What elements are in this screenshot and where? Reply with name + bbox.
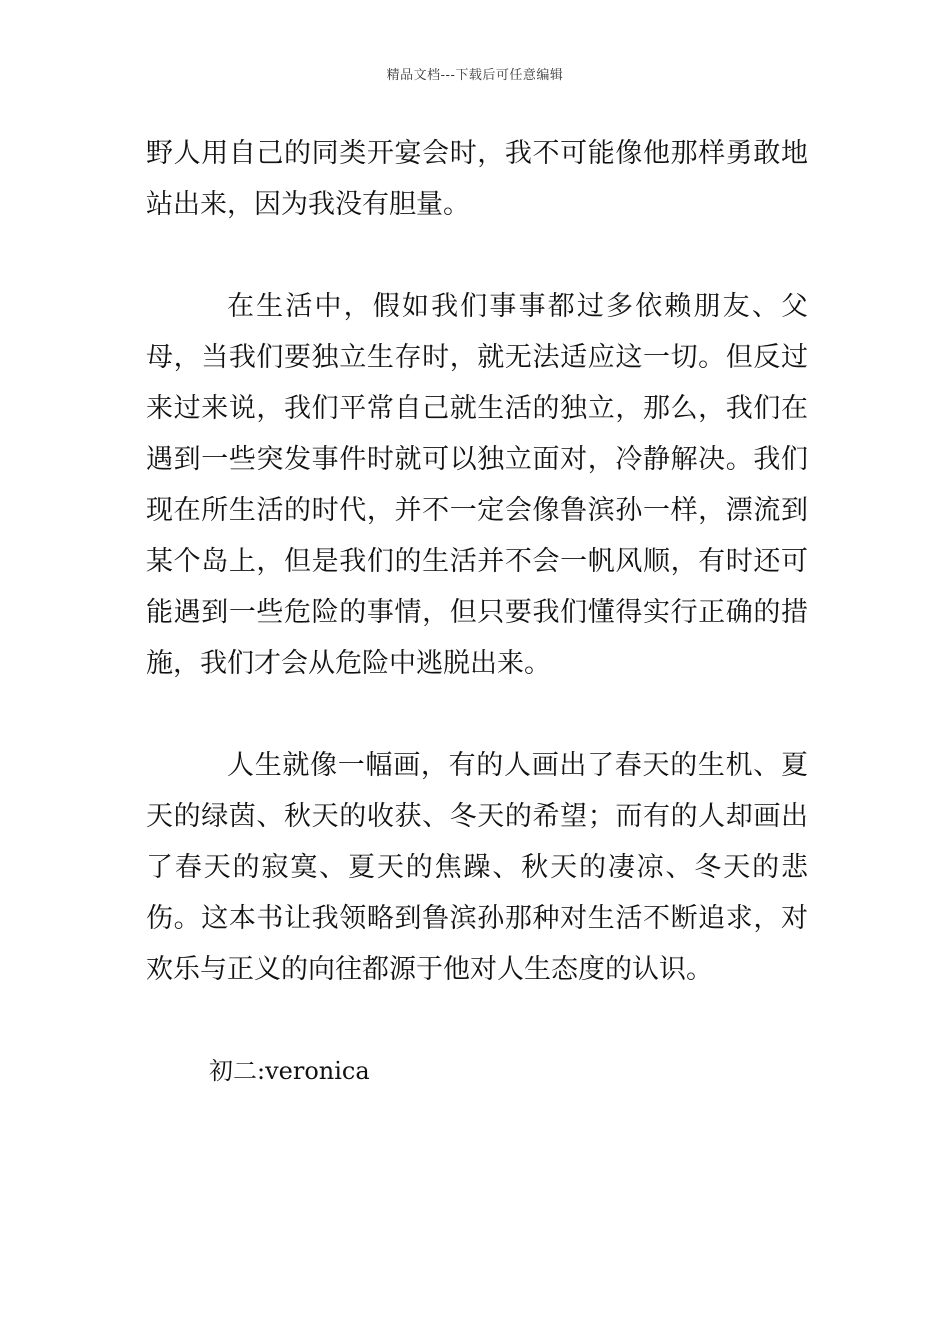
paragraph-3: 人生就像一幅画，有的人画出了春天的生机、夏天的绿茵、秋天的收获、冬天的希望；而有的人却画出了春天的寂寞、夏天的焦躁、秋天的凄凉、冬天的悲伤。这本书让我领略到鲁滨孙那种对生活不断追求，对欢乐与正义的向往都源于他对人生态度的认识。	[146, 750, 808, 985]
author-signature: 初二:veronica	[209, 1057, 370, 1085]
document-body	[146, 128, 808, 1097]
paragraph-gap	[146, 689, 808, 740]
paragraph-gap	[146, 230, 808, 281]
paragraph-gap	[146, 995, 808, 1046]
page-header: 精品文档---下载后可任意编辑	[386, 68, 564, 83]
paragraph-2: 在生活中，假如我们事事都过多依赖朋友、父母，当我们要独立生存时，就无法适应这一切。但反过来过来说，我们平常自己就生活的独立，那么，我们在遇到一些突发事件时就可以独立面对，冷静解决。我们现在所生活的时代，并不一定会像鲁滨孙一样，漂流到某个岛上，但是我们的生活并不会一帆风顺，有时还可能遇到一些危险的事情，但只要我们懂得实行正确的措施，我们才会从危险中逃脱出来。	[146, 291, 808, 679]
paragraph-1: 野人用自己的同类开宴会时，我不可能像他那样勇敢地站出来，因为我没有胆量。	[146, 138, 808, 220]
